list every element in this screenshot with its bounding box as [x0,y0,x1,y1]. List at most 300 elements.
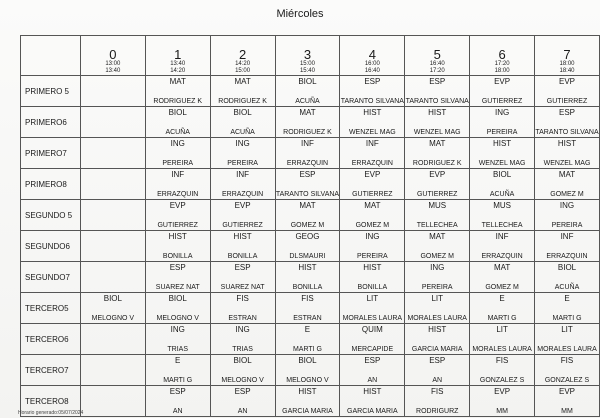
timetable-grid [20,35,600,417]
subject: BIOL [298,77,317,86]
period-header [535,36,600,76]
teacher: MELOGNO V [91,314,135,322]
teacher: GUTIERREZ [546,97,588,105]
subject: ESP [234,263,251,272]
period-start: 15:00 [299,61,315,67]
schedule-cell [145,76,210,107]
subject: FIS [236,294,249,303]
subject: EVP [494,387,511,396]
schedule-cell [210,107,275,138]
subject: ESP [299,170,316,179]
teacher: WENZEL MAG [348,128,396,136]
schedule-cell [275,262,340,293]
teacher: MM [496,407,508,415]
period-start: 13:40 [170,61,186,67]
subject: MAT [493,263,511,272]
teacher: ERRAZQUIN [286,159,329,167]
teacher: MARTI G [163,376,193,384]
subject: EVP [494,77,511,86]
subject: BIOL [492,170,512,179]
schedule-cell [210,76,275,107]
teacher: MARTI G [487,314,517,322]
period-number: 4 [368,47,376,62]
page-title: Miércoles [276,8,324,20]
subject: E [564,294,570,303]
subject: MAT [299,108,316,117]
subject: INF [171,170,185,179]
schedule-cell [340,169,405,200]
subject: HIST [492,139,512,148]
schedule-cell [340,107,405,138]
teacher: RODRIGUEZ K [153,97,203,105]
schedule-cell [535,76,600,107]
subject: BIOL [233,108,252,117]
period-end: 18:00 [494,67,510,74]
subject: ESP [234,387,251,396]
schedule-cell [340,231,405,262]
teacher: TARANTO SILVANA [340,97,404,105]
schedule-cell [80,138,145,169]
period-number: 2 [238,47,247,62]
subject: MAT [558,170,576,179]
class-label: PRIMERO7 [21,138,81,169]
teacher: ESTRAN [293,314,322,322]
teacher: MM [561,407,573,415]
schedule-cell [275,138,340,169]
teacher: TARANTO SILVANA [405,97,469,105]
subject: ING [170,139,185,148]
subject: HIST [363,387,382,396]
subject: HIST [428,325,447,334]
teacher: GONZALEZ S [544,376,590,384]
teacher: MORALES LAURA [342,314,403,322]
schedule-cell [340,76,405,107]
subject: INF [365,139,379,148]
teacher: BONILLA [357,283,388,291]
class-label: TERCERO8 [21,386,81,417]
class-label: SEGUNDO7 [21,262,81,293]
teacher: MARTI G [552,314,582,322]
subject: ING [559,201,575,210]
schedule-cell [80,355,145,386]
schedule-cell [210,231,275,262]
period-start: 13:00 [105,61,121,67]
period-end: 13:40 [105,67,121,74]
schedule-cell [470,386,535,417]
schedule-cell [470,293,535,324]
schedule-cell [210,262,275,293]
schedule-cell [535,231,600,262]
schedule-cell [80,200,145,231]
class-label: SEGUNDO6 [21,231,81,262]
teacher: ERRAZQUIN [221,190,264,198]
subject: MAT [429,232,446,241]
schedule-cell [405,138,470,169]
teacher: PEREIRA [551,221,583,229]
schedule-cell [145,355,210,386]
schedule-cell [535,324,600,355]
timetable-body [21,76,600,417]
schedule-cell [405,76,470,107]
schedule-cell [470,324,535,355]
subject: BIOL [298,356,317,365]
teacher: AN [172,407,183,415]
subject: MAT [429,139,446,148]
subject: BIOL [168,108,187,117]
schedule-cell [210,169,275,200]
schedule-cell [470,138,535,169]
schedule-cell [275,355,340,386]
subject: INF [301,139,314,148]
subject: ESP [169,387,186,396]
teacher: PEREIRA [486,128,518,136]
schedule-cell [210,324,275,355]
teacher: SUAREZ NAT [155,283,200,291]
period-header [275,36,340,76]
subject: BIOL [557,263,577,272]
teacher: MELOGNO V [156,314,199,322]
subject: HIST [428,108,447,117]
teacher: GARCIA MARIA [347,407,398,415]
subject: ING [170,325,185,334]
schedule-cell [275,200,340,231]
teacher: MORALES LAURA [537,345,597,353]
subject: INF [495,232,509,241]
teacher: MARTI G [292,345,322,353]
schedule-cell [405,231,470,262]
subject: MUS [493,201,511,210]
teacher: GARCIA MARIA [411,345,463,353]
schedule-cell [340,324,405,355]
period-header [80,36,145,76]
teacher: GOMEZ M [290,221,325,229]
schedule-cell [535,138,600,169]
period-header [470,36,535,76]
teacher: ACUÑA [230,128,255,136]
teacher: RODRIGURZ [416,407,459,415]
teacher: WENZEL MAG [478,159,526,167]
schedule-cell [80,262,145,293]
subject: FIS [560,356,574,365]
period-number: 7 [563,47,571,62]
teacher: DLSMAURI [289,252,326,260]
teacher: TARANTO SILVANA [535,128,599,136]
teacher: GONZALEZ S [479,376,525,384]
schedule-cell [210,386,275,417]
teacher: TRIAS [167,345,189,353]
class-label: PRIMERO 5 [21,76,81,107]
teacher: TARANTO SILVANA [275,190,340,198]
subject: ING [494,108,510,117]
subject: EVP [429,170,446,179]
subject: E [499,294,505,303]
teacher: GOMEZ M [420,252,454,260]
class-row [21,169,600,200]
schedule-cell [340,138,405,169]
schedule-cell [275,386,340,417]
subject: E [175,356,181,365]
subject: HIST [557,139,577,148]
schedule-cell [145,107,210,138]
teacher: BONILLA [227,252,258,260]
period-start: 17:20 [494,61,510,67]
period-number: 0 [109,47,117,62]
generated-note: Horario generado:05/07/2024 [18,410,84,416]
schedule-cell [80,324,145,355]
period-end: 16:40 [364,67,380,74]
subject: ING [365,232,380,241]
subject: MAT [299,201,316,210]
teacher: ACUÑA [295,97,320,105]
period-end: 17:20 [429,67,445,74]
subject: ING [235,325,250,334]
subject: MAT [364,201,381,210]
period-end: 14:20 [170,67,186,74]
schedule-cell [470,169,535,200]
teacher: BONILLA [162,252,193,260]
teacher: GOMEZ M [355,221,390,229]
subject: ING [235,139,250,148]
subject: ESP [169,263,186,272]
period-number: 5 [433,47,441,62]
class-row [21,355,600,386]
subject: ESP [429,77,446,86]
teacher: MORALES LAURA [472,345,532,353]
period-start: 16:00 [364,61,380,67]
period-header [405,36,470,76]
teacher: ESTRAN [228,314,257,322]
schedule-cell [275,107,340,138]
teacher: RODRIGUEZ K [218,97,267,105]
class-label: SEGUNDO 5 [21,200,81,231]
subject: LIT [496,325,508,334]
teacher: GOMEZ M [550,190,584,198]
schedule-cell [80,386,145,417]
period-header-row [21,36,600,76]
subject: HIST [298,263,317,272]
schedule-cell [535,262,600,293]
subject: EVP [364,170,381,179]
teacher: AN [432,376,443,384]
period-number: 6 [498,47,506,62]
subject: EVP [234,201,251,210]
subject: MAT [234,77,251,86]
subject: EVP [559,387,576,396]
schedule-cell [340,262,405,293]
schedule-cell [275,76,340,107]
teacher: RODRIGUEZ K [412,159,462,167]
teacher: AN [367,376,378,384]
schedule-cell [275,293,340,324]
subject: INF [236,170,250,179]
subject: MAT [169,77,186,86]
schedule-cell [275,231,340,262]
schedule-cell [470,355,535,386]
subject: ESP [559,108,576,117]
subject: ING [430,263,445,272]
subject: QUIM [361,325,383,334]
schedule-cell [340,293,405,324]
schedule-cell [210,138,275,169]
schedule-cell [80,293,145,324]
teacher: ERRAZQUIN [157,190,199,198]
teacher: GUTIERREZ [157,221,198,229]
period-start: 16:40 [429,61,445,67]
period-header [340,36,405,76]
schedule-cell [470,76,535,107]
subject: HIST [233,232,252,241]
teacher: GARCIA MARIA [282,407,333,415]
teacher: WENZEL MAG [413,128,461,136]
teacher: AN [237,407,248,415]
subject: LIT [366,294,379,303]
teacher: GUTIERREZ [481,97,523,105]
schedule-cell [340,200,405,231]
subject: HIST [298,387,317,396]
schedule-cell [80,76,145,107]
subject: ESP [429,356,446,365]
subject: BIOL [233,356,252,365]
class-row [21,107,600,138]
teacher: MELOGNO V [286,376,329,384]
subject: E [304,325,311,334]
class-row [21,324,600,355]
schedule-cell [145,138,210,169]
subject: FIS [430,387,444,396]
subject: BIOL [103,294,122,303]
teacher: ERRAZQUIN [351,159,393,167]
schedule-cell [405,386,470,417]
teacher: GUTIERREZ [352,190,393,198]
schedule-cell [405,324,470,355]
class-label: PRIMERO6 [21,107,81,138]
subject: ESP [364,356,381,365]
teacher: TELLECHEA [416,221,458,229]
schedule-cell [535,355,600,386]
period-start: 14:20 [235,61,251,67]
schedule-cell [535,107,600,138]
class-row [21,386,600,417]
teacher: MORALES LAURA [407,314,467,322]
schedule-cell [145,293,210,324]
class-row [21,262,600,293]
class-label: TERCERO6 [21,324,81,355]
teacher: GOMEZ M [485,283,519,291]
subject: INF [560,232,574,241]
corner-cell [21,36,81,76]
class-row [21,76,600,107]
schedule-cell [80,169,145,200]
teacher: BONILLA [292,283,323,291]
class-label: TERCERO5 [21,293,81,324]
schedule-cell [470,231,535,262]
schedule-cell [405,169,470,200]
schedule-cell [535,200,600,231]
schedule-cell [145,200,210,231]
period-start: 18:00 [559,61,575,67]
class-row [21,293,600,324]
subject: FIS [495,356,509,365]
period-number: 3 [303,47,312,62]
schedule-cell [535,169,600,200]
teacher: SUAREZ NAT [220,283,265,291]
schedule-cell [340,386,405,417]
schedule-cell [275,324,340,355]
teacher: PEREIRA [356,252,388,260]
class-row [21,231,600,262]
teacher: WENZEL MAG [543,159,591,167]
class-label: TERCERO7 [21,355,81,386]
subject: BIOL [168,294,187,303]
schedule-cell [145,262,210,293]
schedule-cell [405,262,470,293]
teacher: ACUÑA [165,128,190,136]
subject: ESP [364,77,381,86]
schedule-cell [275,169,340,200]
schedule-cell [145,324,210,355]
period-end: 15:40 [299,67,315,74]
subject: HIST [168,232,187,241]
subject: LIT [431,294,443,303]
period-header [145,36,210,76]
teacher: MERCAPIDE [351,345,394,353]
period-end: 18:40 [559,67,575,74]
schedule-cell [80,231,145,262]
teacher: RODRIGUEZ K [283,128,332,136]
teacher: GUTIERREZ [416,190,458,198]
subject: EVP [559,77,576,86]
class-row [21,138,600,169]
schedule-cell [535,293,600,324]
teacher: PEREIRA [162,159,194,167]
teacher: TELLECHEA [481,221,523,229]
period-end: 15:00 [235,67,251,74]
schedule-cell [405,200,470,231]
teacher: ERRAZQUIN [546,252,588,260]
teacher: MELOGNO V [221,376,264,384]
teacher: ACUÑA [554,283,580,291]
teacher: ERRAZQUIN [481,252,523,260]
subject: HIST [363,263,382,272]
schedule-cell [145,231,210,262]
period-number: 1 [174,47,182,62]
teacher: TRIAS [232,345,253,353]
subject: MUS [428,201,447,210]
teacher: ACUÑA [489,190,515,198]
schedule-cell [535,386,600,417]
class-row [21,200,600,231]
teacher: GUTIERREZ [222,221,263,229]
schedule-cell [210,293,275,324]
schedule-cell [210,355,275,386]
subject: LIT [561,325,573,334]
teacher: PEREIRA [227,159,258,167]
schedule-cell [145,386,210,417]
subject: HIST [363,108,382,117]
schedule-cell [405,107,470,138]
schedule-cell [405,293,470,324]
subject: GEOG [295,232,320,241]
schedule-cell [470,200,535,231]
schedule-cell [210,200,275,231]
schedule-cell [80,107,145,138]
schedule-cell [470,107,535,138]
subject: EVP [169,201,186,210]
schedule-cell [145,169,210,200]
class-label: PRIMERO8 [21,169,81,200]
subject: FIS [301,294,314,303]
schedule-cell [340,355,405,386]
